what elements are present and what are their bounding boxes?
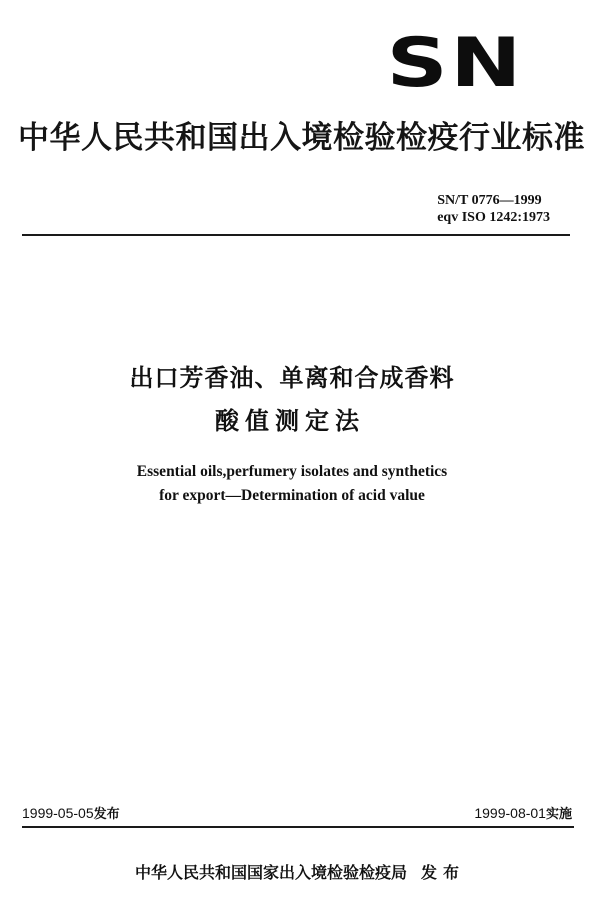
equivalent-standard: eqv ISO 1242:1973 — [437, 210, 550, 225]
title-en-line1: Essential oils,perfumery isolates and synthetics — [136, 463, 448, 480]
issue-date: 1999-05-05 — [22, 805, 94, 821]
effective-date-block — [474, 803, 572, 822]
bottom-divider — [22, 826, 574, 828]
issuer-action: 发布 — [421, 863, 466, 882]
effective-label: 实施 — [545, 807, 572, 822]
issue-date-block — [22, 803, 120, 822]
top-divider — [22, 234, 570, 236]
issuing-authority-heading: 中华人民共和国出入境检验检疫行业标准 — [18, 120, 585, 156]
title-en-line2: for export—Determination of acid value — [159, 487, 425, 504]
sn-logo: SN — [386, 24, 524, 103]
issue-label: 发布 — [93, 807, 120, 822]
title-cn-line1: 出口芳香油、单离和合成香料 — [129, 364, 455, 392]
issuer-line — [0, 860, 600, 883]
effective-date: 1999-08-01 — [474, 805, 546, 821]
standard-number: SN/T 0776—1999 — [437, 193, 542, 208]
standard-number-block — [437, 192, 550, 226]
issuer-name: 中华人民共和国国家出入境检验检疫局 — [134, 863, 407, 882]
title-cn-line2: 酸值测定法 — [215, 407, 365, 435]
